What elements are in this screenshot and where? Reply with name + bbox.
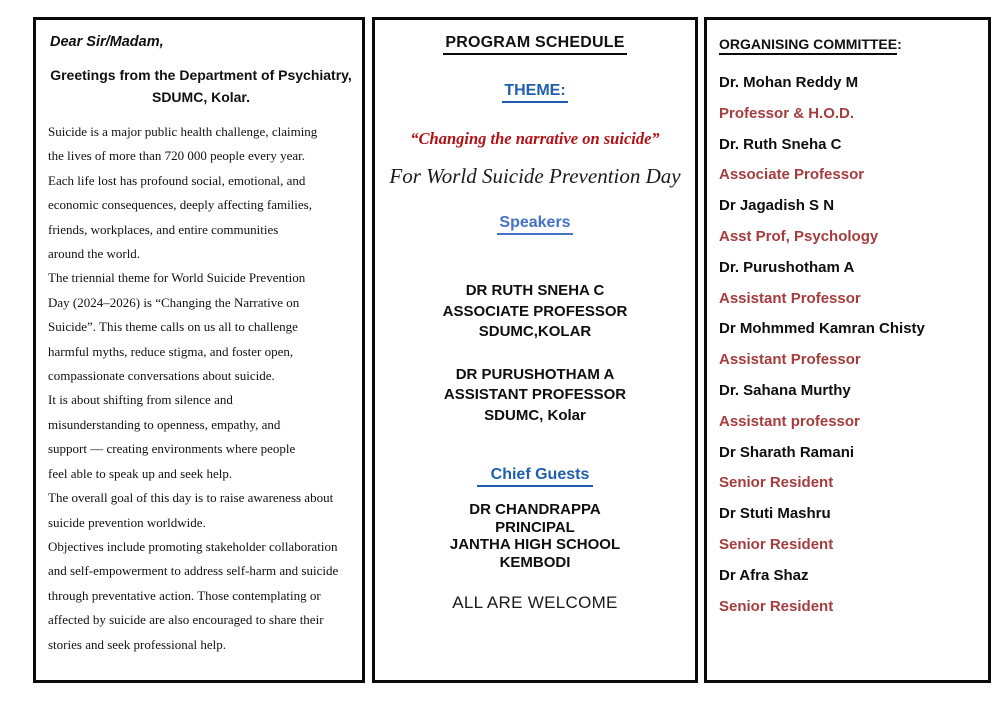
letter-body-line: Suicide”. This theme calls on us all to challenge [48,319,298,335]
committee-member [719,314,982,376]
theme-link[interactable]: THEME: [502,82,567,103]
speaker-2 [381,365,689,427]
greeting-line-2: SDUMC, Kolar. [151,89,250,105]
chief-guest [381,501,689,571]
intro-letter-panel [33,17,365,683]
letter-body-line: The triennial theme for World Suicide Prevention [48,270,306,286]
committee-member-name: Dr Sharath Ramani [719,443,855,461]
letter-body-line: feel able to speak up and seek help. [48,465,233,481]
committee-member-name: Dr Jagadish S N [719,197,835,215]
committee-member-name: Dr Afra Shaz [719,566,809,584]
committee-member-name: Dr. Sahana Murthy [719,381,851,399]
committee-member [719,561,982,623]
speaker-1-name: DR RUTH SNEHA C [465,282,605,299]
letter-body [48,120,354,657]
committee-member [719,191,982,253]
chief-guest-org-line-2: KEMBODI [499,553,571,571]
committee-member-title: Senior Resident [719,535,834,553]
committee-member [719,253,982,315]
letter-body-line: misunderstanding to openness, empathy, and [48,416,281,432]
committee-member [719,376,982,438]
letter-body-line: friends, workplaces, and entire communities [48,221,279,237]
salutation: Dear Sir/Madam, [50,34,164,50]
letter-body-line: Day (2024–2026) is “Changing the Narrative on [48,294,300,310]
committee-member-title: Assistant Professor [719,351,861,369]
committee-member [719,130,982,192]
speaker-2-name: DR PURUSHOTHAM A [455,365,615,383]
program-schedule-title: PROGRAM SCHEDULE [443,34,626,55]
organising-committee-heading [719,36,982,52]
speaker-1 [381,281,689,343]
committee-member-title: Assistant Professor [719,289,861,307]
letter-body-line: It is about shifting from silence and [48,392,233,408]
letter-body-line: harmful myths, reduce stigma, and foster open, [48,343,294,359]
committee-member-name: Dr. Purushotham A [719,258,855,276]
speakers-link[interactable]: Speakers [497,214,572,235]
organising-committee-heading-colon: : [897,36,902,52]
greeting-line-1: Greetings from the Department of Psychiatry, [50,67,352,83]
committee-member-name: Dr. Ruth Sneha C [719,135,842,153]
chief-guests-link[interactable]: Chief Guests [477,466,594,487]
committee-member [719,438,982,500]
committee-list [719,68,982,622]
committee-member [719,499,982,561]
organising-committee-heading-text: ORGANISING COMMITTEE [719,36,897,55]
chief-guest-title: PRINCIPAL [495,518,575,536]
committee-member-title: Asst Prof, Psychology [719,227,879,245]
program-schedule-panel [372,17,698,683]
committee-member-title: Assistant professor [719,412,860,430]
greeting-heading [48,64,354,108]
letter-body-line: Each life lost has profound social, emotional, and [48,172,306,188]
committee-member-name: Dr Stuti Mashru [719,505,831,523]
committee-member-title: Professor & H.O.D. [719,104,855,122]
committee-member [719,68,982,130]
committee-member-name: Dr. Mohan Reddy M [719,74,859,91]
committee-member-title: Senior Resident [719,597,834,615]
letter-body-line: Objectives include promoting stakeholder collaboration [48,538,338,554]
organising-committee-panel [704,17,991,683]
committee-member-title: Associate Professor [719,166,865,184]
letter-body-line: The overall goal of this day is to raise awareness about [48,490,334,506]
speaker-1-org: SDUMC,KOLAR [478,323,592,340]
event-subtitle: For World Suicide Prevention Day [389,164,681,188]
letter-body-line: the lives of more than 720 000 people every year. [48,148,306,164]
welcome-note: ALL ARE WELCOME [452,593,618,612]
letter-body-line: and self-empowerment to address self-harm and suicide [48,563,339,579]
letter-body-line: affected by suicide are also encouraged to share their [48,612,324,628]
letter-body-line: suicide prevention worldwide. [48,514,206,530]
letter-body-line: economic consequences, deeply affecting families, [48,197,312,213]
chief-guest-org-line-1: JANTHA HIGH SCHOOL [449,536,621,553]
committee-member-title: Senior Resident [719,474,834,492]
letter-body-line: Suicide is a major public health challenge, claiming [48,124,318,139]
theme-quote: “Changing the narrative on suicide” [410,129,660,148]
letter-body-line: compassionate conversations about suicide. [48,368,275,384]
speaker-1-title: ASSOCIATE PROFESSOR [442,302,628,320]
letter-body-line: stories and seek professional help. [48,636,226,652]
committee-member-name: Dr Mohmmed Kamran Chisty [719,320,925,338]
speaker-2-title: ASSISTANT PROFESSOR [443,386,627,403]
letter-body-line: around the world. [48,246,141,262]
letter-body-line: support — creating environments where people [48,441,296,457]
speaker-2-org: SDUMC, Kolar [484,406,586,424]
chief-guest-name: DR CHANDRAPPA [469,501,601,518]
letter-body-line: through preventative action. Those contemplating or [48,587,321,603]
